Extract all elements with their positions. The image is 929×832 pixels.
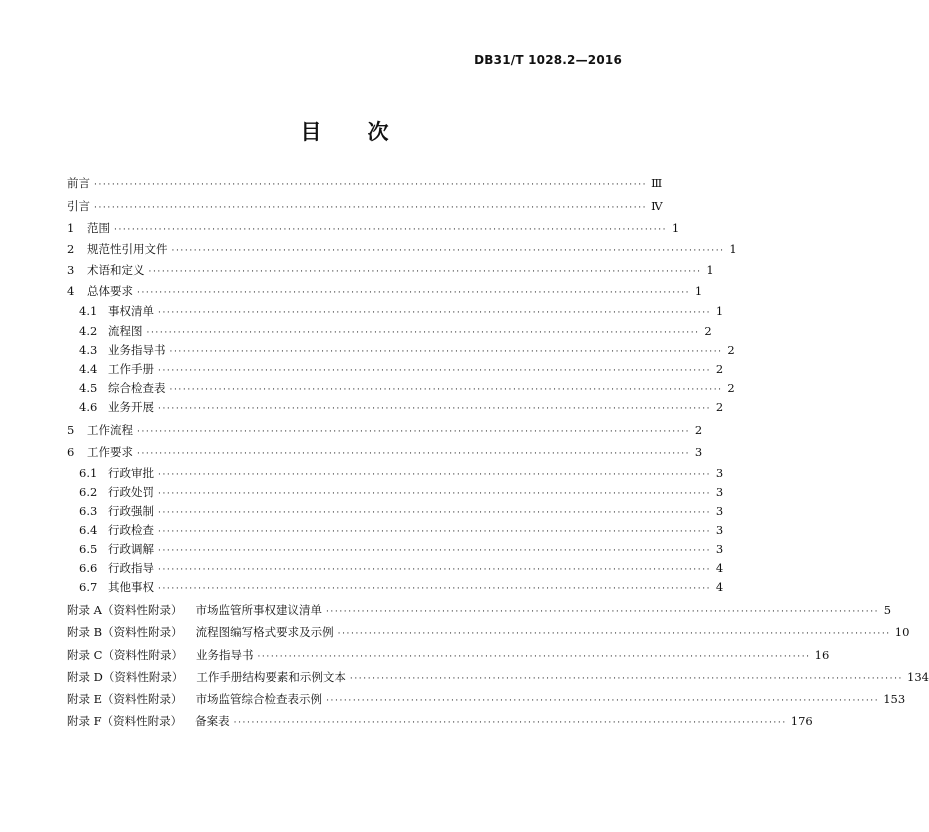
toc-entry-number: 4.4 xyxy=(79,362,98,376)
toc-leader-dots: ···························································································································· xyxy=(171,246,725,256)
toc-entry-title: 行政检查 xyxy=(108,523,154,537)
page-title xyxy=(0,116,689,146)
toc-entry-title: 范围 xyxy=(87,221,110,235)
toc-leader-dots: ···························································································································· xyxy=(146,328,700,338)
toc-entry-title: 备案表 xyxy=(195,714,230,728)
toc-entry-page: 1 xyxy=(671,221,680,235)
toc-entry-label xyxy=(67,422,133,438)
toc-leader-dots: ···························································································································· xyxy=(158,584,712,594)
toc-entry-number: 6.4 xyxy=(79,523,98,537)
toc-leader-dots: ···························································································································· xyxy=(94,203,648,213)
toc-leader-dots: ···························································································································· xyxy=(114,225,668,235)
toc-entry-number: 附录 D（资料性附录） xyxy=(67,670,184,684)
toc-entry-title: 业务指导书 xyxy=(108,343,166,357)
toc-entry[interactable] xyxy=(79,303,724,321)
toc-entry-label xyxy=(79,541,154,557)
toc-entry[interactable] xyxy=(79,323,712,341)
toc-entry[interactable] xyxy=(67,691,906,709)
toc-entry-label xyxy=(67,713,230,729)
toc-entry-number: 6.1 xyxy=(79,466,98,480)
toc-entry-number: 1 xyxy=(67,221,75,235)
toc-entry[interactable] xyxy=(79,560,724,578)
toc-entry-label xyxy=(67,624,334,640)
toc-entry-title: 工作要求 xyxy=(87,445,133,459)
toc-entry-label xyxy=(79,342,166,358)
toc-entry-page: 16 xyxy=(814,648,830,662)
toc-entry-label xyxy=(79,303,154,319)
toc-entry[interactable] xyxy=(79,579,724,597)
toc-entry[interactable] xyxy=(67,283,703,301)
toc-entry-page: 2 xyxy=(704,324,712,338)
toc-entry-label xyxy=(79,399,154,415)
toc-entry-title: 规范性引用文件 xyxy=(87,242,168,256)
toc-entry-label xyxy=(79,579,154,595)
toc-entry[interactable] xyxy=(67,713,813,731)
toc-entry[interactable] xyxy=(79,465,724,483)
toc-entry-label xyxy=(79,380,166,396)
toc-entry[interactable] xyxy=(67,198,663,216)
toc-entry-page: 4 xyxy=(715,580,724,594)
toc-leader-dots: ···························································································································· xyxy=(158,404,712,414)
toc-entry-title: 工作手册结构要素和示例文本 xyxy=(196,670,346,684)
toc-entry-page: 2 xyxy=(694,423,703,437)
toc-entry-page: 3 xyxy=(694,445,703,459)
toc-entry-page: 2 xyxy=(715,400,724,414)
toc-entry-page: 153 xyxy=(883,692,906,706)
toc-leader-dots: ···························································································································· xyxy=(158,470,712,480)
toc-entry[interactable] xyxy=(67,669,929,687)
toc-entry-title: 业务指导书 xyxy=(195,648,254,662)
toc-entry-page: 2 xyxy=(727,381,735,395)
toc-leader-dots: ···························································································································· xyxy=(158,565,712,575)
toc-entry-title: 行政处罚 xyxy=(108,485,154,499)
toc-leader-dots: ···························································································································· xyxy=(233,718,787,728)
toc-leader-dots: ···························································································································· xyxy=(158,527,712,537)
toc-leader-dots: ···························································································································· xyxy=(158,366,712,376)
toc-entry-title: 流程图编写格式要求及示例 xyxy=(195,625,334,639)
toc-leader-dots: ···························································································································· xyxy=(137,449,691,459)
toc-entry[interactable] xyxy=(67,602,892,620)
toc-entry[interactable] xyxy=(79,484,724,502)
toc-entry-number: 6.5 xyxy=(79,542,98,556)
toc-entry-number: 6.2 xyxy=(79,485,98,499)
toc-entry-number: 2 xyxy=(67,242,75,256)
toc-leader-dots: ···························································································································· xyxy=(158,508,712,518)
toc-entry-title: 行政指导 xyxy=(108,561,154,575)
toc-entry-number: 3 xyxy=(67,263,75,277)
toc-entry-page: 3 xyxy=(715,466,724,480)
toc-entry-number: 5 xyxy=(67,423,75,437)
toc-entry-title: 前言 xyxy=(67,176,90,190)
toc-entry-title: 术语和定义 xyxy=(87,263,145,277)
toc-entry-title: 工作流程 xyxy=(87,423,133,437)
toc-entry-label xyxy=(79,503,154,519)
toc-entry-page: 1 xyxy=(715,304,724,318)
toc-leader-dots: ···························································································································· xyxy=(169,347,723,357)
toc-entry[interactable] xyxy=(67,422,703,440)
toc-entry-number: 附录 F（资料性附录） xyxy=(67,714,183,728)
toc-leader-dots: ···························································································································· xyxy=(148,267,702,277)
toc-entry[interactable] xyxy=(67,444,703,462)
toc-leader-dots: ···························································································································· xyxy=(169,385,723,395)
toc-entry-page: 3 xyxy=(715,504,724,518)
toc-entry-number: 6.7 xyxy=(79,580,98,594)
toc-entry-title: 工作手册 xyxy=(108,362,154,376)
toc-entry-page: 3 xyxy=(715,523,724,537)
toc-entry-label xyxy=(79,560,154,576)
toc-entry[interactable] xyxy=(79,541,724,559)
toc-leader-dots: ···························································································································· xyxy=(257,652,811,662)
toc-leader-dots: ···························································································································· xyxy=(158,546,712,556)
toc-entry-page: Ⅲ xyxy=(651,176,663,190)
toc-entry-number: 4.1 xyxy=(79,304,98,318)
toc-entry-page: 1 xyxy=(706,263,714,277)
toc-leader-dots: ···························································································································· xyxy=(94,180,648,190)
toc-entry-title: 其他事权 xyxy=(108,580,154,594)
toc-entry-title: 总体要求 xyxy=(87,284,133,298)
toc-entry-title: 业务开展 xyxy=(108,400,154,414)
toc-leader-dots: ···························································································································· xyxy=(349,674,904,684)
toc-entry-number: 附录 B（资料性附录） xyxy=(67,625,183,639)
toc-entry-number: 6.6 xyxy=(79,561,98,575)
toc-entry-number: 6 xyxy=(67,445,75,459)
toc-entry[interactable] xyxy=(79,380,735,398)
toc-leader-dots: ···························································································································· xyxy=(137,427,691,437)
title-char-2: 次 xyxy=(367,120,389,144)
toc-leader-dots: ···························································································································· xyxy=(326,696,880,706)
toc-entry-page: Ⅳ xyxy=(651,199,663,213)
toc-leader-dots: ···························································································································· xyxy=(137,288,691,298)
toc-entry-label xyxy=(67,198,90,214)
toc-entry[interactable] xyxy=(79,361,724,379)
toc-entry-title: 行政审批 xyxy=(108,466,154,480)
toc-entry-label xyxy=(67,691,322,707)
toc-entry-label xyxy=(67,262,145,278)
toc-entry-title: 事权清单 xyxy=(108,304,154,318)
toc-entry-label xyxy=(67,283,133,299)
toc-entry-title: 引言 xyxy=(67,199,90,213)
toc-leader-dots: ···························································································································· xyxy=(337,629,891,639)
toc-entry-number: 4.2 xyxy=(79,324,98,338)
toc-entry-page: 176 xyxy=(790,714,813,728)
toc-entry-label xyxy=(79,361,154,377)
toc-entry-page: 1 xyxy=(729,242,737,256)
toc-entry[interactable] xyxy=(67,262,714,280)
toc-entry-number: 附录 A（资料性附录） xyxy=(67,603,183,617)
toc-entry-title: 流程图 xyxy=(108,324,143,338)
toc-entry-page: 1 xyxy=(694,284,703,298)
toc-entry-title: 行政强制 xyxy=(108,504,154,518)
toc-entry-label xyxy=(67,220,110,236)
toc-entry[interactable] xyxy=(67,241,737,259)
toc-entry-page: 5 xyxy=(883,603,892,617)
toc-entry-number: 4.3 xyxy=(79,343,98,357)
toc-entry-label xyxy=(67,647,253,663)
toc-entry-label xyxy=(67,175,90,191)
toc-entry-number: 4 xyxy=(67,284,75,298)
toc-entry-title: 行政调解 xyxy=(108,542,154,556)
toc-entry-page: 3 xyxy=(715,485,724,499)
toc-entry-title: 综合检查表 xyxy=(108,381,166,395)
toc-leader-dots: ···························································································································· xyxy=(158,489,712,499)
toc-entry[interactable] xyxy=(79,399,724,417)
toc-entry-number: 4.6 xyxy=(79,400,98,414)
toc-entry-number: 附录 E（资料性附录） xyxy=(67,692,183,706)
toc-entry-label xyxy=(67,444,133,460)
toc-entry-title: 市场监管综合检查表示例 xyxy=(195,692,323,706)
toc-entry-page: 134 xyxy=(907,670,929,684)
toc-entry[interactable] xyxy=(79,503,724,521)
toc-entry[interactable] xyxy=(67,624,910,642)
toc-entry-number: 4.5 xyxy=(79,381,98,395)
toc-entry-page: 10 xyxy=(894,625,910,639)
toc-entry[interactable] xyxy=(67,175,663,193)
toc-entry-number: 6.3 xyxy=(79,504,98,518)
toc-entry[interactable] xyxy=(67,647,830,665)
toc-leader-dots: ···························································································································· xyxy=(325,607,880,617)
toc-entry[interactable] xyxy=(79,522,724,540)
toc-entry-page: 2 xyxy=(727,343,735,357)
toc-entry-label xyxy=(79,323,143,339)
toc-entry-page: 2 xyxy=(715,362,724,376)
toc-entry-label xyxy=(67,602,322,618)
toc-entry-label xyxy=(79,484,154,500)
toc-leader-dots: ···························································································································· xyxy=(158,308,712,318)
toc-entry-number: 附录 C（资料性附录） xyxy=(67,648,183,662)
toc-entry-label xyxy=(67,241,168,257)
toc-entry-label xyxy=(79,522,154,538)
toc-entry-page: 3 xyxy=(715,542,724,556)
toc-entry[interactable] xyxy=(79,342,735,360)
document-number: DB31/T 1028.2—2016 xyxy=(474,53,622,67)
toc-entry-label xyxy=(67,669,346,685)
toc-entry-title: 市场监管所事权建议清单 xyxy=(195,603,322,617)
toc-entry-page: 4 xyxy=(715,561,724,575)
toc-entry-label xyxy=(79,465,154,481)
toc-entry[interactable] xyxy=(67,220,680,238)
title-char-1: 目 xyxy=(300,120,322,144)
